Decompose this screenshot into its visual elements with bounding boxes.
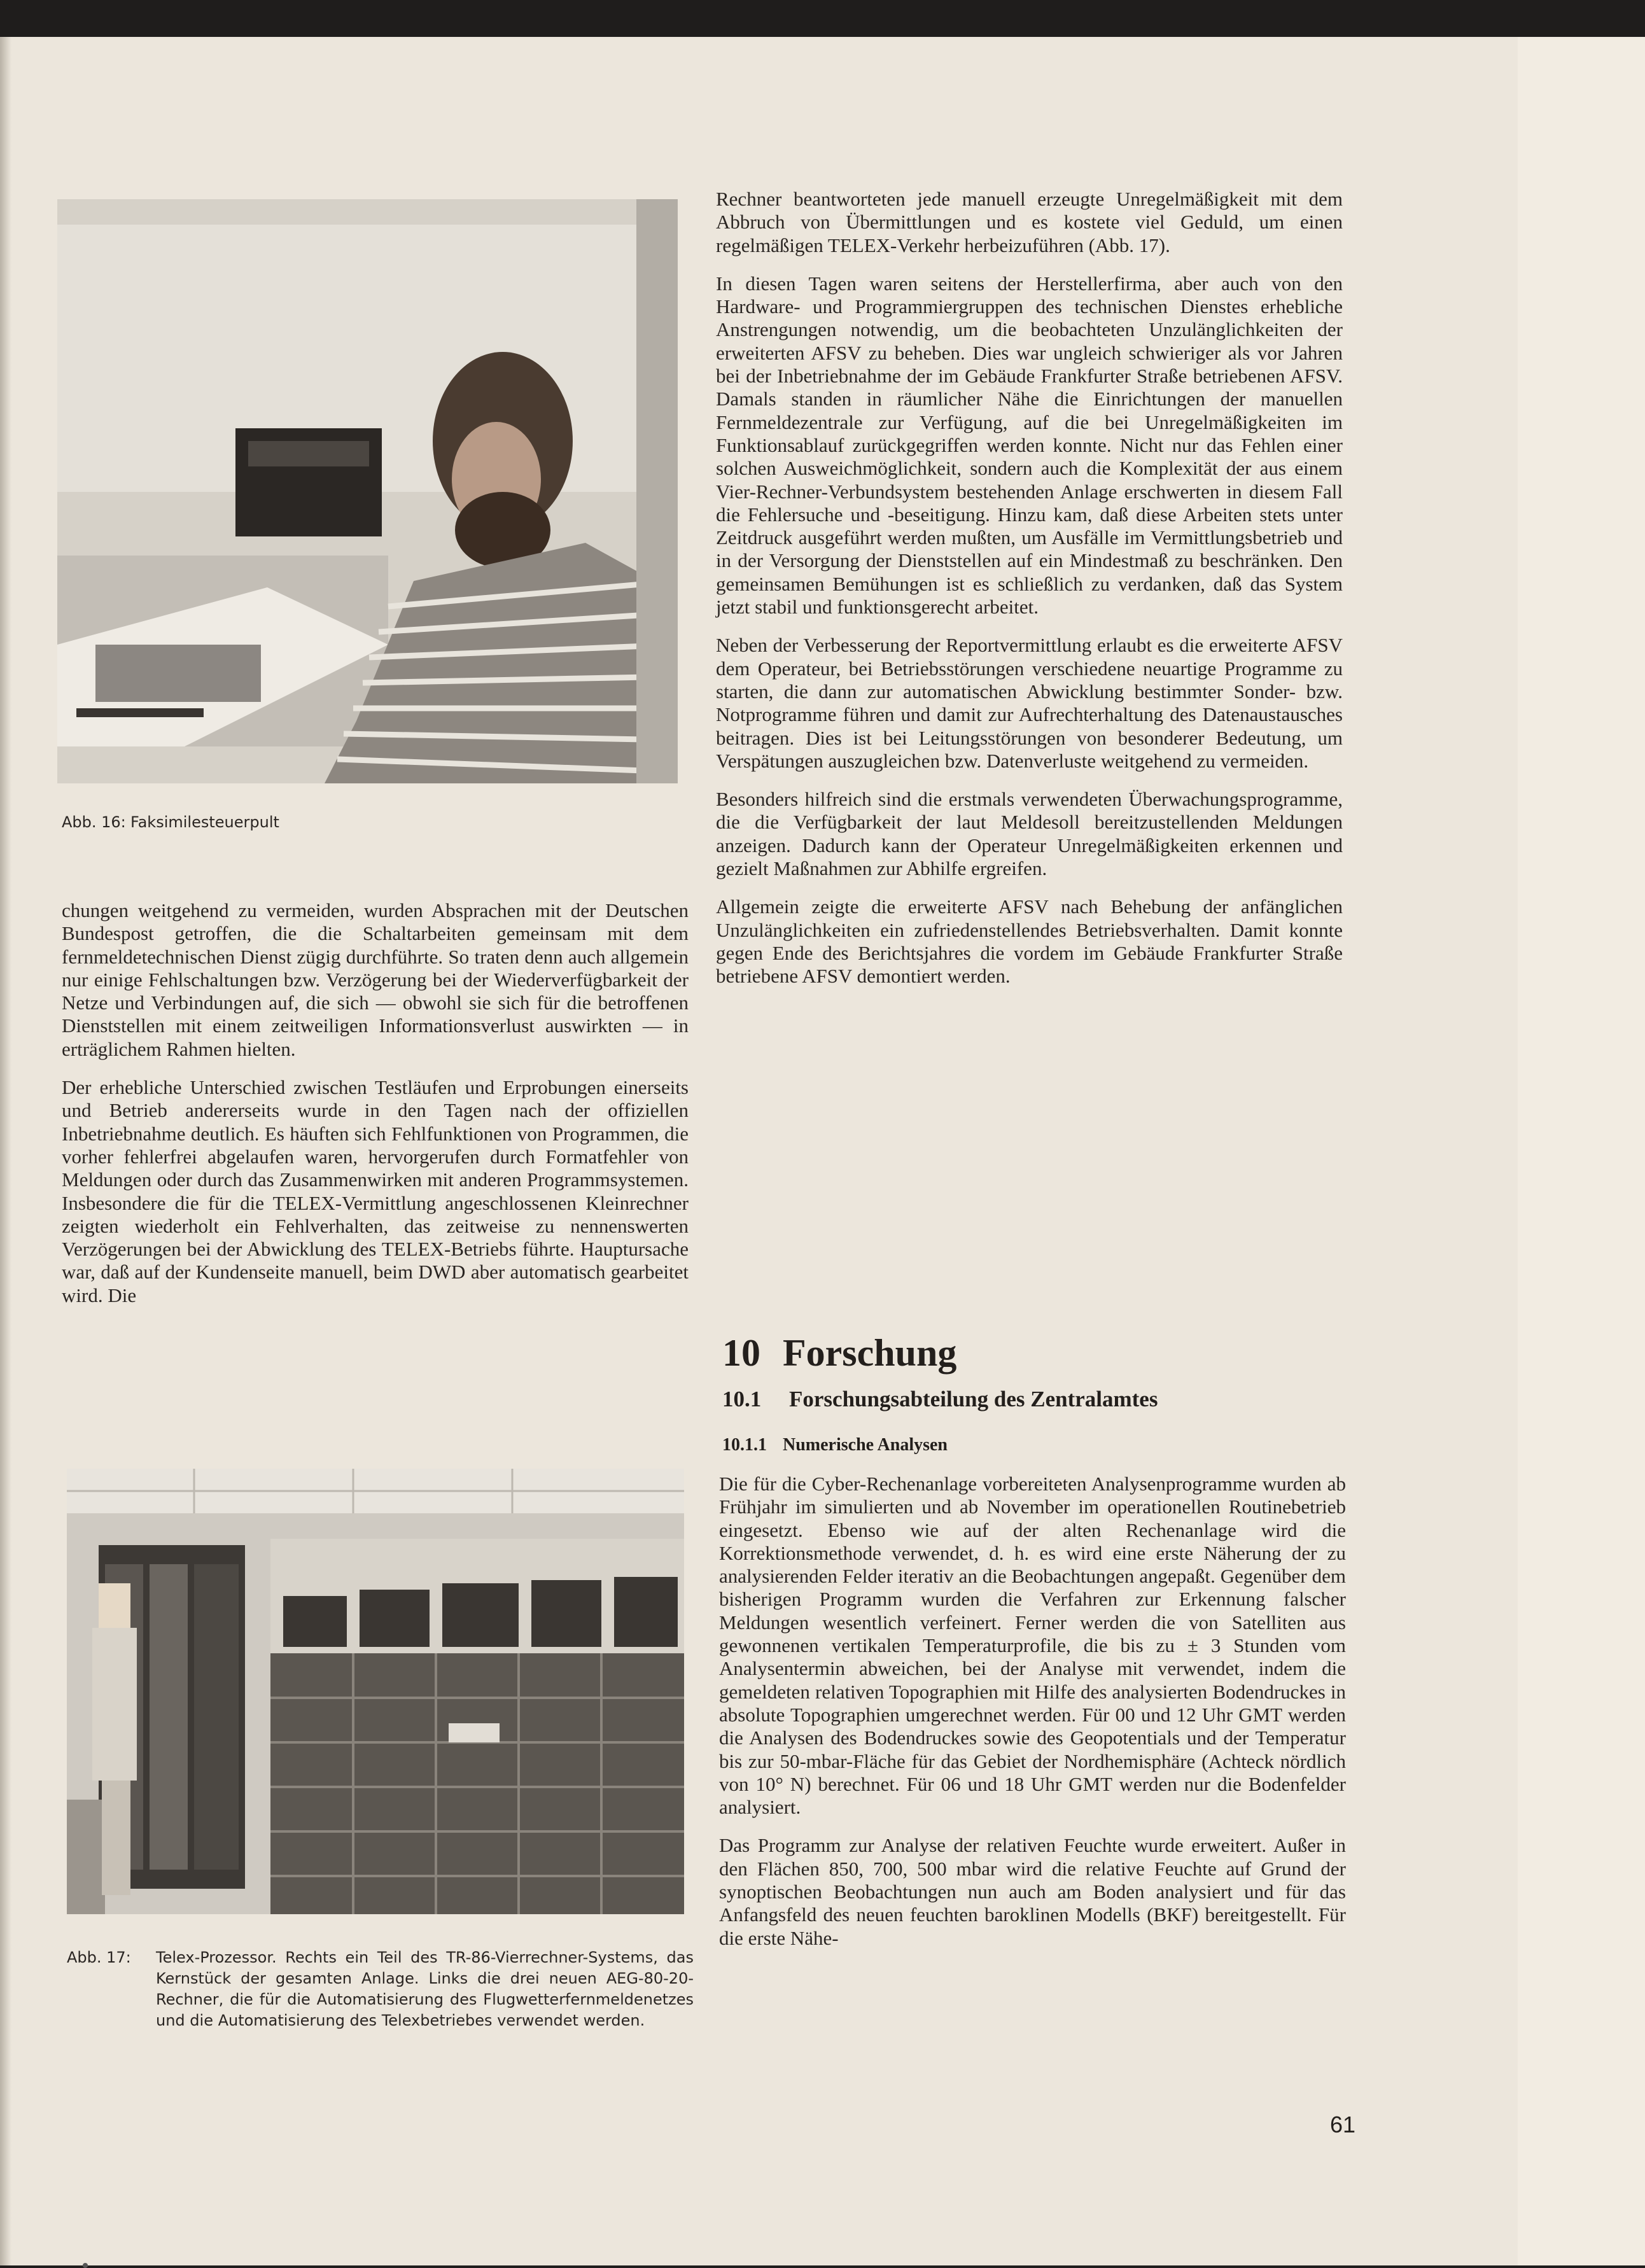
subsubsection-heading (722, 1434, 1349, 1456)
document-page (0, 37, 1645, 2265)
page-number: 61 (1330, 2111, 1356, 2138)
right-paragraph-6: Die für die Cyber-Rechenanlage vorbereiteten Analysenprogramme wurden ab Frühjahr im simulierten und ab November im operationellen Routinebetrieb eingesetzt. Ebenso wie auf der alten Rechenanlage wird die Korrektionsmethode verwendet, d. h. es wird eine erste Näherung der zu analysierenden Felder iterativ an die Beobachtungen angepaßt. Gegenüber dem bisherigen Programm wurden die Verfahren zur Erkennung falscher Meldungen wesentlich verfeinert. Ferner werden die von Satelliten aus gewonnenen vertikalen Temperaturprofile, die bis zu ± 3 Stunden vom Analysentermin abweichen, bei der Analyse mit verwendet, indem die gemeldeten relativen Topographien mit Hilfe des analysierten Bodendruckes in absolute Topographien umgerechnet werden. Für 00 und 12 Uhr GMT werden die Analysen des Bodendruckes sowie des Geopotentials und der Temperatur bis zur 50-mbar-Fläche für das Gebiet der Nordhemisphäre (Achteck nördlich von 10° N) berechnet. Für 06 und 18 Uhr GMT werden nur die Bodenfelder analysiert. (719, 1473, 1346, 1819)
subsection-title: Forschungsabteilung des Zentralamtes (789, 1387, 1158, 1411)
right-paragraph-5: Allgemein zeigte die erweiterte AFSV nach Behebung der anfänglichen Unzulänglichkeiten ein zufriedenstellendes Betriebsverhalten. Damit konnte gegen Ende des Berichtsjahres die vordem im Gebäude Frankfurter Straße betriebene AFSV demontiert werden. (716, 895, 1343, 988)
figure-16-caption (62, 812, 634, 837)
figure-16-caption-text: Faksimilesteuerpult (130, 813, 279, 831)
subsubsection-title: Numerische Analysen (783, 1435, 948, 1455)
left-column (62, 899, 689, 1322)
right-paragraph-4: Besonders hilfreich sind die erstmals verwendeten Überwachungsprogramme, die die Verfügbarkeit der laut Meldesoll bereitzustellenden Meldungen anzeigen. Dadurch kann der Operateur Unregelmäßigkeiten erkennen und gezielt Maßnahmen zur Abhilfe ergreifen. (716, 788, 1343, 880)
section-heading (722, 1332, 1349, 1374)
photo-facsimile-control-desk-icon (57, 199, 678, 783)
section-number: 10 (722, 1332, 760, 1374)
subsection-heading (722, 1386, 1349, 1413)
left-paragraph-1: chungen weitgehend zu vermeiden, wurden Absprachen mit der Deutschen Bundespost getroffen, die die Schaltarbeiten gemeinsam mit dem fernmeldetechnischen Dienst zügig durchführte. So traten denn auch allgemein nur einige Fehlschaltungen bzw. Verzögerung bei der Wiederverfügbarkeit der Netze und Verbindungen auf, die sich — obwohl sie sich für die betroffenen Dienststellen mit einem zeitweiligen Informationsverlust auswirkten — in erträglichem Rahmen hielten. (62, 899, 689, 1060)
figure-16-photo (57, 199, 678, 783)
right-paragraph-3: Neben der Verbesserung der Reportvermittlung erlaubt es die erweiterte AFSV dem Operateur, bei Betriebsstörungen verschiedene neuartige Programme zu starten, die dann zur automatischen Abwicklung bestimmter Sonder- bzw. Notprogramme führen und damit zur Aufrechterhaltung des Datenaustausches beitragen. Dies ist bei Leitungsstörungen von besonderer Bedeutung, um Verspätungen auszugleichen bzw. Datenverluste weitgehend zu vermeiden. (716, 634, 1343, 772)
scan-speck (83, 2263, 88, 2268)
right-column-lower (719, 1473, 1346, 1965)
page-edge-band (1518, 37, 1645, 2265)
subsection-number: 10.1 (722, 1387, 762, 1411)
figure-17-caption-text: Telex-Prozessor. Rechts ein Teil des TR-86-Vierrechner-Systems, das Kernstück der gesamten Anlage. Links die drei neuen AEG-80-20-Rechner, die für die Automatisierung des Flugwetterfernmeldenetzes und die Automatisierung des Telexbetriebes verwendet werden. (156, 1949, 694, 2029)
spine-shadow (0, 37, 11, 2265)
figure-16-label: Abb. 16: (62, 813, 126, 831)
section-title: Forschung (783, 1332, 957, 1374)
right-column-upper (716, 188, 1343, 1004)
figure-17-photo (67, 1469, 684, 1914)
right-paragraph-2: In diesen Tagen waren seitens der Herstellerfirma, aber auch von den Hardware- und Programmiergruppen des technischen Dienstes erhebliche Anstrengungen notwendig, um die beobachteten Unzulänglichkeiten der erweiterten AFSV zu beheben. Dies war ungleich schwieriger als vor Jahren bei der Inbetriebnahme der im Gebäude Frankfurter Straße betriebenen AFSV. Damals standen in räumlicher Nähe die Einrichtungen der manuellen Fernmeldezentrale zur Verfügung, auf die bei Unregelmäßigkeiten im Funktionsablauf zurückgegriffen werden konnte. Nicht nur das Fehlen einer solchen Ausweichmöglichkeit, sondern auch die Komplexität der aus einem Vier-Rechner-Verbundsystem bestehenden Anlage erschwerten in diesem Fall die Fehlersuche und -beseitigung. Hinzu kam, daß diese Arbeiten stets unter Zeitdruck ausgeführt werden mußten, um Ausfälle im Vermittlungsbetrieb und in der Versorgung der Dienststellen auf ein Mindestmaß zu beschränken. Den gemeinsamen Bemühungen ist es schließlich zu verdanken, daß das System jetzt stabil und funktionsgerecht arbeitet. (716, 272, 1343, 619)
right-paragraph-1: Rechner beantworteten jede manuell erzeugte Unregelmäßigkeit mit dem Abbruch von Übermittlungen und es kostete viel Geduld, um einen regelmäßigen TELEX-Verkehr herbeizuführen (Abb. 17). (716, 188, 1343, 256)
figure-17-caption (67, 1947, 694, 2055)
photo-telex-processor-room-icon (67, 1469, 684, 1914)
figure-17-label: Abb. 17: (67, 1949, 131, 1966)
subsubsection-number: 10.1.1 (722, 1435, 767, 1455)
left-paragraph-2: Der erhebliche Unterschied zwischen Testläufen und Erprobungen einerseits und Betrieb andererseits wurde in den Tagen nach der offiziellen Inbetriebnahme deutlich. Es häuften sich Fehlfunktionen von Programmen, die vorher fehlerfrei abgelaufen waren, hervorgerufen durch Formatfehler von Meldungen oder durch das Zusammenwirken mit anderen Programmsystemen. Insbesondere die für die TELEX-Vermittlung angeschlossenen Kleinrechner zeigten wiederholt ein Fehlverhalten, das zeitweise zu nennenswerten Verzögerungen bei der Abwicklung des TELEX-Betriebs führte. Hauptursache war, daß auf der Kundenseite manuell, beim DWD aber automatisch gearbeitet wird. Die (62, 1076, 689, 1306)
right-paragraph-7: Das Programm zur Analyse der relativen Feuchte wurde erweitert. Außer in den Flächen 850, 700, 500 mbar wird die relative Feuchte auf Grund der synoptischen Beobachtungen nun auch am Boden analysiert und für das Anfangsfeld des neuen feuchten baroklinen Modells (BKF) bereitgestellt. Für die erste Nähe- (719, 1834, 1346, 1949)
